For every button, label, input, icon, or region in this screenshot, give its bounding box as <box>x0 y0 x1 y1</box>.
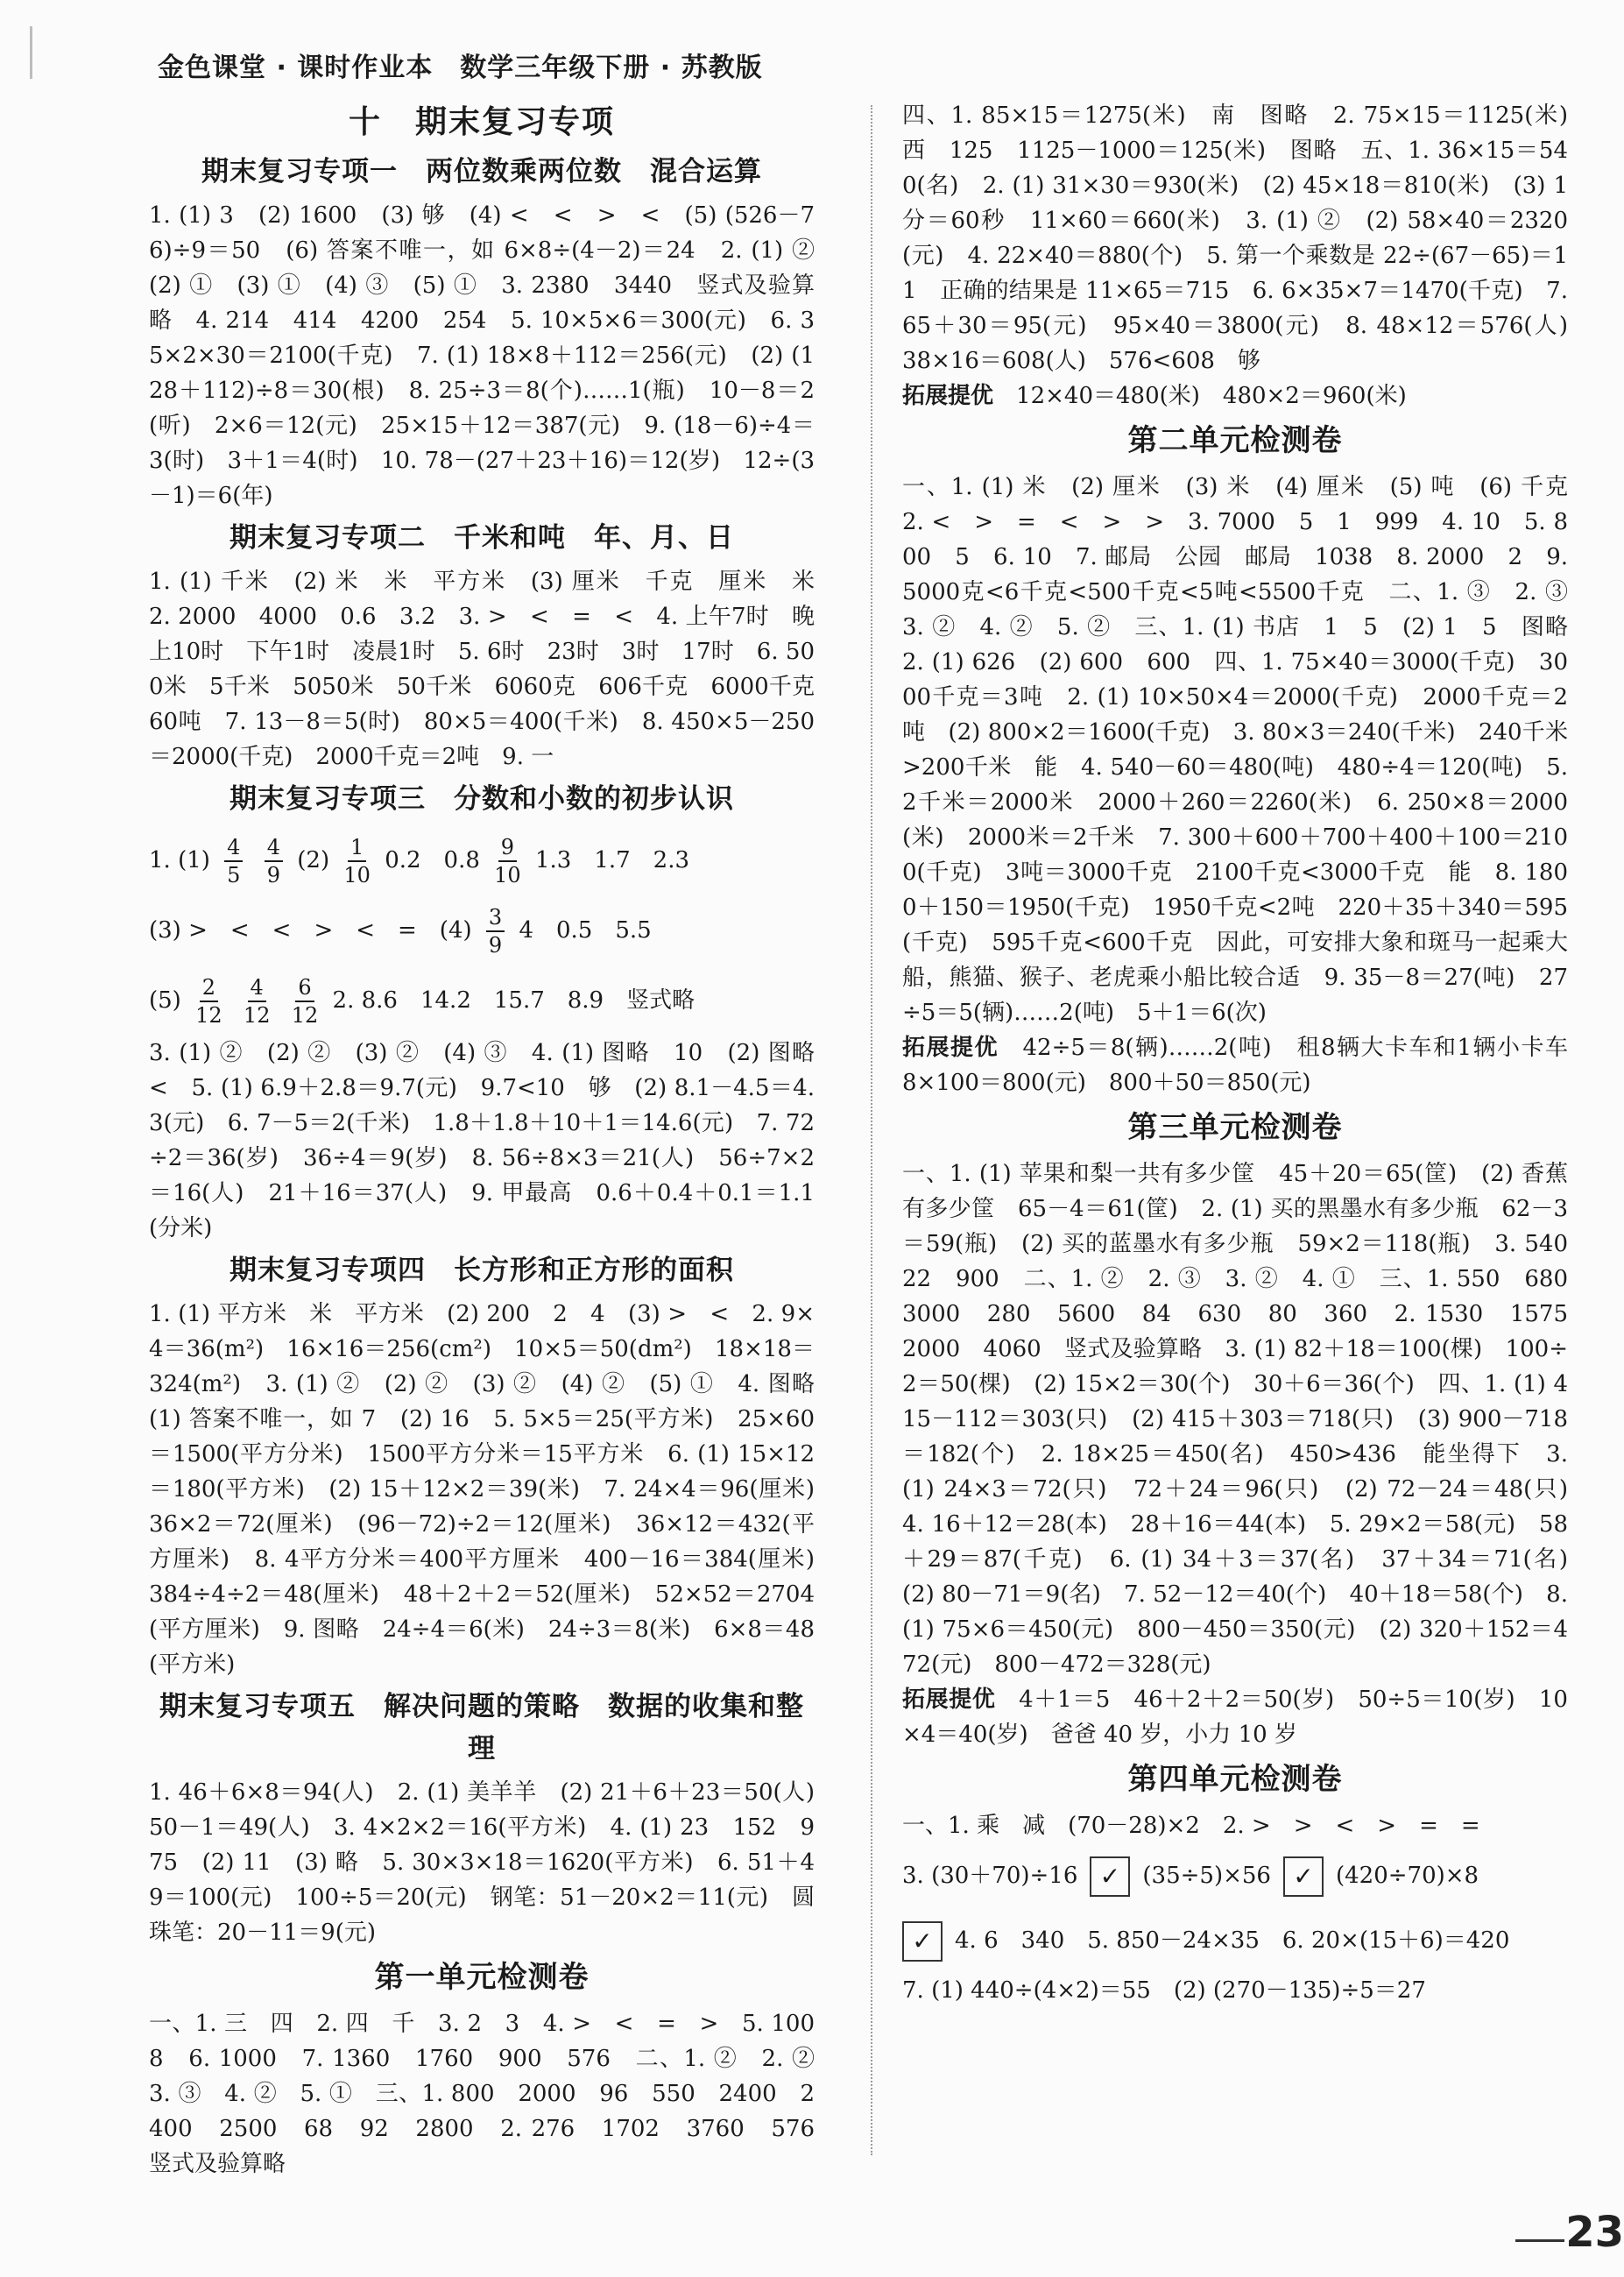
fraction-line-mid: 0.2 0.8 <box>385 847 480 873</box>
extension-label: 拓展提优 <box>902 383 994 409</box>
page-number-rule <box>1515 2239 1564 2242</box>
extension-text: 12×40＝480(米) 480×2＝960(米) <box>1016 383 1407 409</box>
check-mark-icon: ✓ <box>1283 1856 1324 1897</box>
check-mark-icon: ✓ <box>902 1921 943 1962</box>
section-title-review-5: 期末复习专项五 解决问题的策略 数据的收集和整理 <box>159 1691 804 1764</box>
running-header: 金色课堂 · 课时作业本 数学三年级下册 · 苏教版 <box>158 53 763 83</box>
section-title-review-3: 期末复习专项三 分数和小数的初步认识 <box>229 783 734 815</box>
fraction <box>224 834 243 888</box>
unit-4-line-1: 一、1. 乘 减 (70－28)×2 2. > > < > = = <box>902 1813 1480 1839</box>
page-number: 23 <box>1565 2208 1624 2257</box>
fraction-line-1 <box>149 825 815 895</box>
fraction <box>343 834 371 888</box>
section-title-unit-3: 第三单元检测卷 <box>1127 1110 1343 1145</box>
fraction-line-tail: 2. 8.6 14.2 15.7 8.9 竖式略 <box>332 987 695 1014</box>
fraction-line-tail: 1.3 1.7 2.3 <box>534 847 690 873</box>
fraction-line-lead: 1. (1) <box>149 847 210 873</box>
extension-text: 42÷5＝8(辆)……2(吨) 租8辆大卡车和1辆小卡车 8×100＝800(元) 800＋50＝850(元) <box>902 1035 1592 1096</box>
margin-mark <box>30 26 32 79</box>
numerator: 2 <box>200 974 218 1002</box>
numerator: 4 <box>265 834 283 862</box>
check-mark-icon: ✓ <box>1090 1856 1130 1897</box>
fraction <box>486 904 505 958</box>
section-title-review-4: 期末复习专项四 长方形和正方形的面积 <box>229 1255 734 1286</box>
unit-4-answers: 4. 6 340 5. 850－24×35 6. 20×(15＋6)＝420 <box>955 1927 1510 1954</box>
fraction-line-tail: 4 0.5 5.5 <box>519 917 652 944</box>
extension-label: 拓展提优 <box>902 1687 996 1713</box>
section-answers-review-5: 1. 46＋6×8＝94(人) 2. (1) 美羊羊 (2) 21＋6＋23＝50(人) 50－1＝49(人) 3. 4×2×2＝16(平方米) 4. (1) 23 152 9 75 (2) 11 (3) 略 5. 30×3×18＝1620(平方米) 6. 51＋49＝100(元) 100÷5＝20(元) 钢笔：51－20×2＝11(元) 圆珠笔：20－11＝9(元) <box>149 1779 838 1946</box>
section-title-review-2: 期末复习专项二 千米和吨 年、月、日 <box>229 522 734 554</box>
section-answers-review-1: 1. (1) 3 (2) 1600 (3) 够 (4) < < > < (5) (526－76)÷9＝50 (6) 答案不唯一，如 6×8÷(4－2)＝24 2. (1) ② (2) ① (3) ① (4) ③ (5) ① 3. 2380 3440 竖式及验算略 4. 214 414 4200 254 5. 10×5×6＝300(元) 6. 35×2×30＝2100(千克) 7. (1) 18×8＋112＝256(元) (2) (128＋112)÷8＝30(根) 8. 25÷3＝8(个)……1(瓶) 10－8＝2(听) 2×6＝12(元) 25×15＋12＝387(元) 9. (18－6)÷4＝3(时) 3＋1＝4(时) 10. 78－(27＋23＋16)＝12(岁) 12÷(3－1)＝6(年) <box>149 202 838 509</box>
section-title-review-1: 期末复习专项一 两位数乘两位数 混合运算 <box>201 156 762 187</box>
extension-row-unit-3 <box>902 1682 1568 1752</box>
section-answers-review-2: 1. (1) 千米 (2) 米 米 平方米 (3) 厘米 千克 厘米 米 2. 2000 4000 0.6 3.2 3. > < = < 4. 上午7时 晚上10时 下午1时 凌晨1时 5. 6时 23时 3时 17时 6. 500米 5千米 5050米 50千米 6060克 606千克 6000千克 60吨 7. 13－8＝5(时) 80×5＝400(千米) 8. 450×5－250＝2000(千克) 2000千克＝2吨 9. 一 <box>149 569 838 770</box>
fraction-line-3 <box>149 965 815 1036</box>
unit-4-line-2 <box>902 1843 1568 1908</box>
fraction-line-mid: (2) <box>297 847 330 873</box>
section-answers-unit-2: 一、1. (1) 米 (2) 厘米 (3) 米 (4) 厘米 (5) 吨 (6) 千克 2. < > = < > > 3. 7000 5 1 999 4. 10 5. 800 5 6. 10 7. 邮局 公园 邮局 1038 8. 2000 2 9. 5000克<6千克<500千克<5吨<5500千克 二、1. ③ 2. ③ 3. ② 4. ② 5. ② 三、1. (1) 书店 1 5 (2) 1 5 图略 2. (1) 626 (2) 600 600 四、1. 75×40＝3000(千克) 3000千克＝3吨 2. (1) 10×50×4＝2000(千克) 2000千克＝2吨 (2) 800×2＝1600(千克) 3. 80×3＝240(千米) 240千米>200千米 能 4. 540－60＝480(吨) 480÷4＝120(吨) 5. 2千米＝2000米 2000＋260＝2260(米) 6. 250×8＝2000(米) 2000米＝2千米 7. 300＋600＋700＋400＋100＝2100(千克) 3吨＝3000千克 2100千克<3000千克 能 8. 1800＋150＝1950(千克) 1950千克<2吨 220＋35＋340＝595(千克) 595千克<600千克 因此，可安排大象和斑马一起乘大船，熊猫、猴子、老虎乘小船比较合适 9. 35－8＝27(吨) 27÷5＝5(辆)……2(吨) 5＋1＝6(次) <box>902 474 1592 1026</box>
right-column <box>902 98 1592 2008</box>
left-column <box>149 98 838 2182</box>
extension-row-unit-1 <box>902 378 1568 414</box>
numerator: 1 <box>348 834 366 862</box>
fraction-line-lead: (3) > < < > < = (4) <box>149 917 472 944</box>
numerator: 6 <box>295 974 314 1002</box>
fraction <box>265 834 283 888</box>
numerator: 3 <box>486 904 505 932</box>
numerator: 4 <box>248 974 266 1002</box>
extension-label: 拓展提优 <box>902 1035 999 1061</box>
denominator: 12 <box>243 1003 271 1028</box>
denominator: 9 <box>488 933 503 958</box>
unit-4-line-3 <box>902 1908 1568 1973</box>
section-answers-review-3: 3. (1) ② (2) ② (3) ② (4) ③ 4. (1) 图略 10 (2) 图略 < 5. (1) 6.9＋2.8＝9.7(元) 9.7<10 够 (2) 8.1－4.5＝4.3(元) 6. 7－5＝2(千米) 1.8＋1.8＋10＋1＝14.6(元) 7. 72÷2＝36(岁) 36÷4＝9(岁) 8. 56÷8×3＝21(人) 56÷7×2＝16(人) 21＋16＝37(人) 9. 甲最高 0.6＋0.4＋0.1＝1.1(分米) <box>149 1040 838 1241</box>
column-divider <box>871 105 872 2155</box>
fraction-line-lead: (5) <box>149 987 181 1014</box>
fraction <box>494 834 521 888</box>
denominator: 12 <box>195 1003 222 1028</box>
fraction <box>292 974 319 1029</box>
expression: 3. (30＋70)÷16 <box>902 1863 1078 1889</box>
denominator: 10 <box>343 863 371 887</box>
section-answers-unit-3: 一、1. (1) 苹果和梨一共有多少筐 45＋20＝65(筐) (2) 香蕉有多少筐 65－4＝61(筐) 2. (1) 买的黑墨水有多少瓶 62－3＝59(瓶) (2) 买的蓝墨水有多少瓶 59×2＝118(瓶) 3. 540 22 900 二、1. ② 2. ③ 3. ② 4. ① 三、1. 550 680 3000 280 5600 84 630 80 360 2. 1530 1575 2000 4060 竖式及验算略 3. (1) 82＋18＝100(棵) 100÷2＝50(棵) (2) 15×2＝30(个) 30＋6＝36(个) 四、1. (1) 415－112＝303(只) (2) 415＋303＝718(只) (3) 900－718＝182(个) 2. 18×25＝450(名) 450>436 能坐得下 3. (1) 24×3＝72(只) 72＋24＝96(只) (2) 72－24＝48(只) 4. 16＋12＝28(本) 28＋16＝44(本) 5. 29×2＝58(元) 58＋29＝87(千克) 6. (1) 34＋3＝37(名) 37＋34＝71(名) (2) 80－71＝9(名) 7. 52－12＝40(个) 40＋18＝58(个) 8. (1) 75×6＝450(元) 800－450＝350(元) (2) 320＋152＝472(元) 800－472＝328(元) <box>902 1161 1592 1678</box>
extension-row-unit-2 <box>902 1030 1592 1100</box>
section-title-unit-1: 第一单元检测卷 <box>374 1960 590 1995</box>
section-title-unit-4: 第四单元检测卷 <box>1127 1762 1343 1797</box>
fraction <box>244 974 271 1029</box>
section-answers-review-4: 1. (1) 平方米 米 平方米 (2) 200 2 4 (3) > < 2. 9×4＝36(m²) 16×16＝256(cm²) 10×5＝50(dm²) 18×18＝324(m²) 3. (1) ② (2) ② (3) ② (4) ② (5) ① 4. 图略 (1) 答案不唯一，如 7 (2) 16 5. 5×5＝25(平方米) 25×60＝1500(平方分米) 1500平方分米＝15平方米 6. (1) 15×12＝180(平方米) (2) 15＋12×2＝39(米) 7. 24×4＝96(厘米) 36×2＝72(厘米) (96－72)÷2＝12(厘米) 36×12＝432(平方厘米) 8. 4平方分米＝400平方厘米 400－16＝384(厘米) 384÷4÷2＝48(厘米) 48＋2＋2＝52(厘米) 52×52＝2704(平方厘米) 9. 图略 24÷4＝6(米) 24÷3＝8(米) 6×8＝48(平方米) <box>149 1301 838 1678</box>
expression: (35÷5)×56 <box>1142 1863 1271 1889</box>
section-title-unit-2: 第二单元检测卷 <box>1127 423 1343 458</box>
denominator: 5 <box>227 863 241 887</box>
denominator: 9 <box>266 863 280 887</box>
chapter-title: 十 期末复习专项 <box>348 104 615 140</box>
numerator: 9 <box>498 834 517 862</box>
fraction-line-2 <box>149 895 815 965</box>
unit-4-line-4: 7. (1) 440÷(4×2)＝55 (2) (270－135)÷5＝27 <box>902 1977 1426 2004</box>
denominator: 10 <box>494 863 521 887</box>
extension-text: 4＋1＝5 46＋2＋2＝50(岁) 50÷5＝10(岁) 10×4＝40(岁) 爸爸 40 岁，小力 10 岁 <box>902 1687 1568 1748</box>
numerator: 4 <box>224 834 243 862</box>
fraction <box>195 974 222 1029</box>
expression: (420÷70)×8 <box>1335 1863 1479 1889</box>
section-answers-unit-1-continued: 四、1. 85×15＝1275(米) 南 图略 2. 75×15＝1125(米) 西 125 1125－1000＝125(米) 图略 五、1. 36×15＝540(名) 2. (1) 31×30＝930(米) (2) 45×18＝810(米) (3) 1分＝60秒 11×60＝660(米) 3. (1) ② (2) 58×40＝2320(元) 4. 22×40＝880(个) 5. 第一个乘数是 22÷(67－65)＝11 正确的结果是 11×65＝715 6. 6×35×7＝1470(千克) 7. 65＋30＝95(元) 95×40＝3800(元) 8. 48×12＝576(人) 38×16＝608(人) 576<608 够 <box>902 103 1592 374</box>
section-answers-unit-1: 一、1. 三 四 2. 四 千 3. 2 3 4. > < = > 5. 1008 6. 1000 7. 1360 1760 900 576 二、1. ② 2. ② 3. ③ 4. ② 5. ① 三、1. 800 2000 96 550 2400 2400 2500 68 92 2800 2. 276 1702 3760 576 竖式及验算略 <box>149 2011 838 2177</box>
denominator: 12 <box>291 1003 319 1028</box>
